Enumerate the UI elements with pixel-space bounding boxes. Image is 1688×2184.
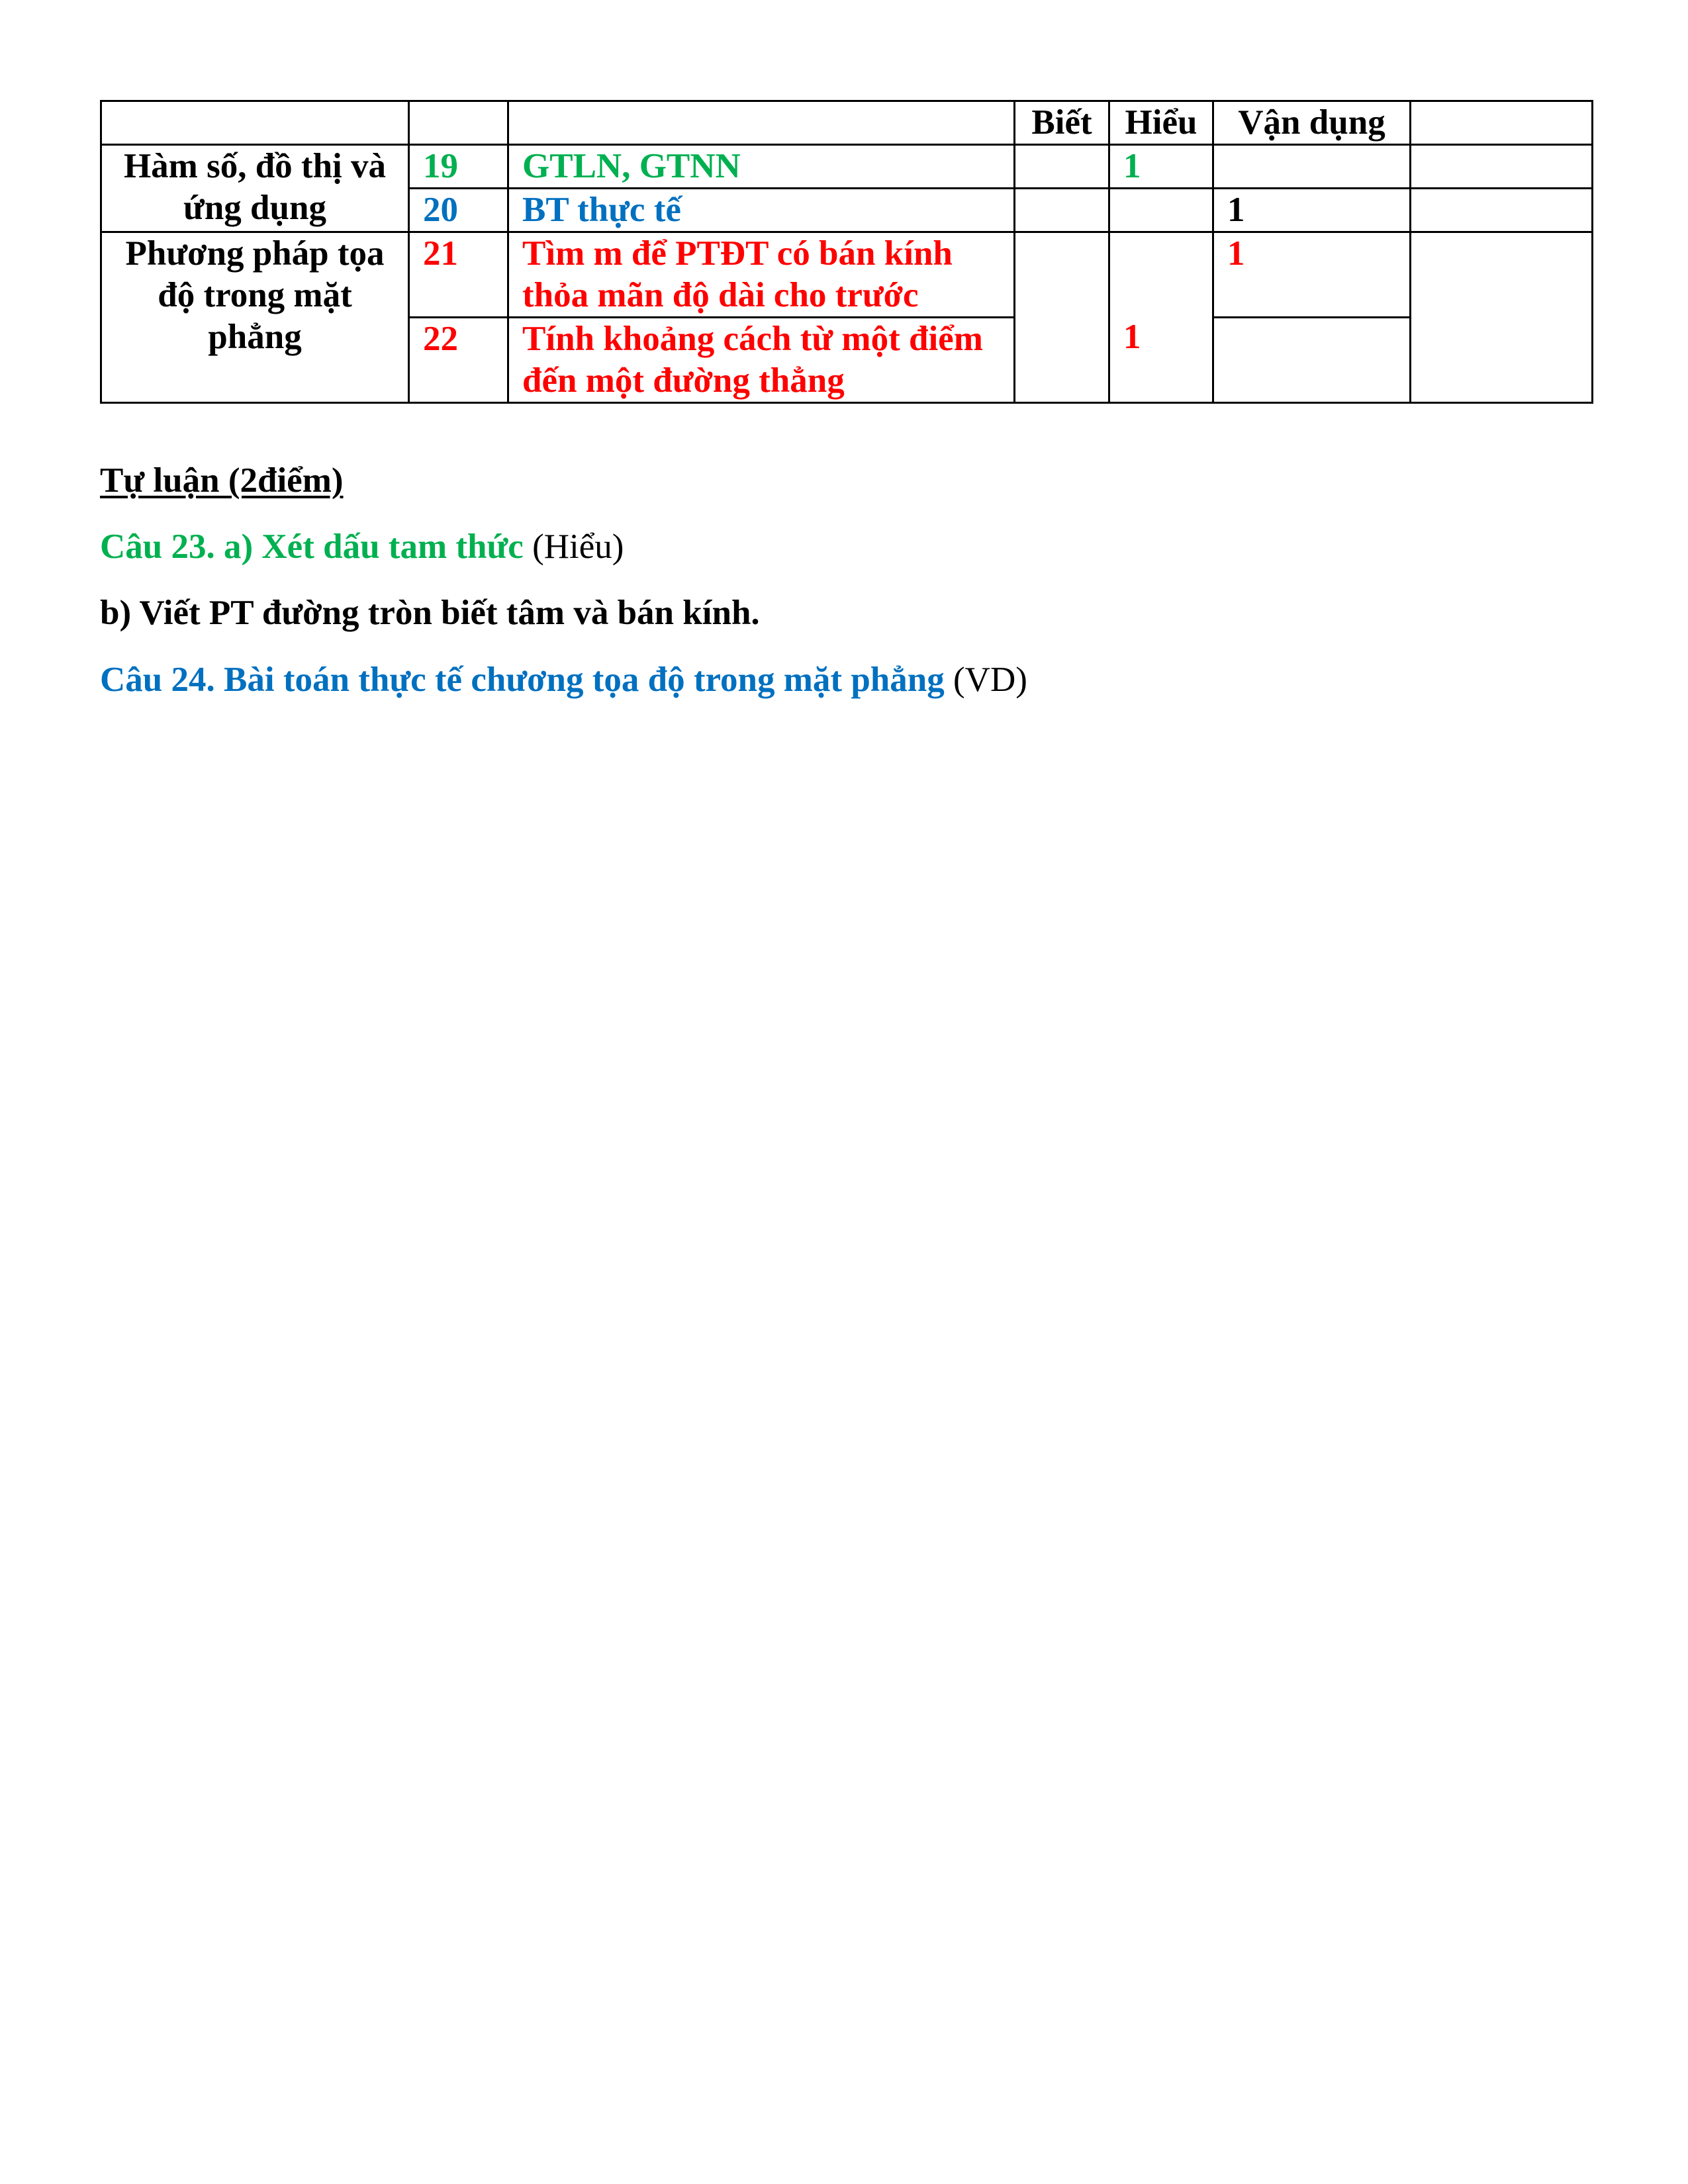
question-content: GTLN, GTNN (508, 145, 1015, 189)
level-vandung: 1 (1213, 189, 1411, 232)
level-vandung (1213, 145, 1411, 189)
question-number: 21 (409, 232, 508, 318)
level-vandung (1213, 318, 1411, 403)
header-cell-extra (1411, 101, 1593, 145)
table-row (101, 145, 1593, 189)
question-23a (100, 526, 624, 568)
extra-cell (1411, 189, 1593, 232)
extra-cell (1411, 145, 1593, 189)
question-24-level: (VD) (944, 660, 1027, 699)
level-hieu (1109, 189, 1213, 232)
topic-cell: Hàm số, đồ thị và ứng dụng (101, 145, 409, 232)
header-cell-content (508, 101, 1015, 145)
topic-cell: Phương pháp tọa độ trong mặt phẳng (101, 232, 409, 403)
table-row (101, 232, 1593, 318)
level-hieu-value: 1 (1123, 318, 1141, 356)
header-cell-topic (101, 101, 409, 145)
question-number: 22 (409, 318, 508, 403)
question-content: Tính khoảng cách từ một điểm đến một đường thẳng (508, 318, 1015, 403)
header-cell-hieu: Hiểu (1109, 101, 1213, 145)
question-24-text: Câu 24. Bài toán thực tế chương tọa độ trong mặt phẳng (100, 660, 945, 699)
level-hieu (1109, 232, 1213, 403)
level-biet (1015, 189, 1109, 232)
question-23a-text: Câu 23. a) Xét dấu tam thức (100, 527, 524, 566)
specification-table (100, 100, 1593, 404)
question-content: BT thực tế (508, 189, 1015, 232)
question-23a-level: (Hiểu) (523, 527, 624, 566)
extra-cell (1411, 232, 1593, 403)
level-biet (1015, 145, 1109, 189)
question-24 (100, 659, 1027, 701)
header-cell-biet: Biết (1015, 101, 1109, 145)
header-cell-number (409, 101, 508, 145)
level-vandung: 1 (1213, 232, 1411, 318)
table-header-row (101, 101, 1593, 145)
essay-heading: Tự luận (2điểm) (100, 461, 344, 500)
level-biet (1015, 232, 1109, 403)
level-hieu: 1 (1109, 145, 1213, 189)
question-23b: b) Viết PT đường tròn biết tâm và bán kính. (100, 594, 760, 632)
header-cell-vandung: Vận dụng (1213, 101, 1411, 145)
question-number: 19 (409, 145, 508, 189)
question-number: 20 (409, 189, 508, 232)
question-content: Tìm m để PTĐT có bán kính thỏa mãn độ dài cho trước (508, 232, 1015, 318)
